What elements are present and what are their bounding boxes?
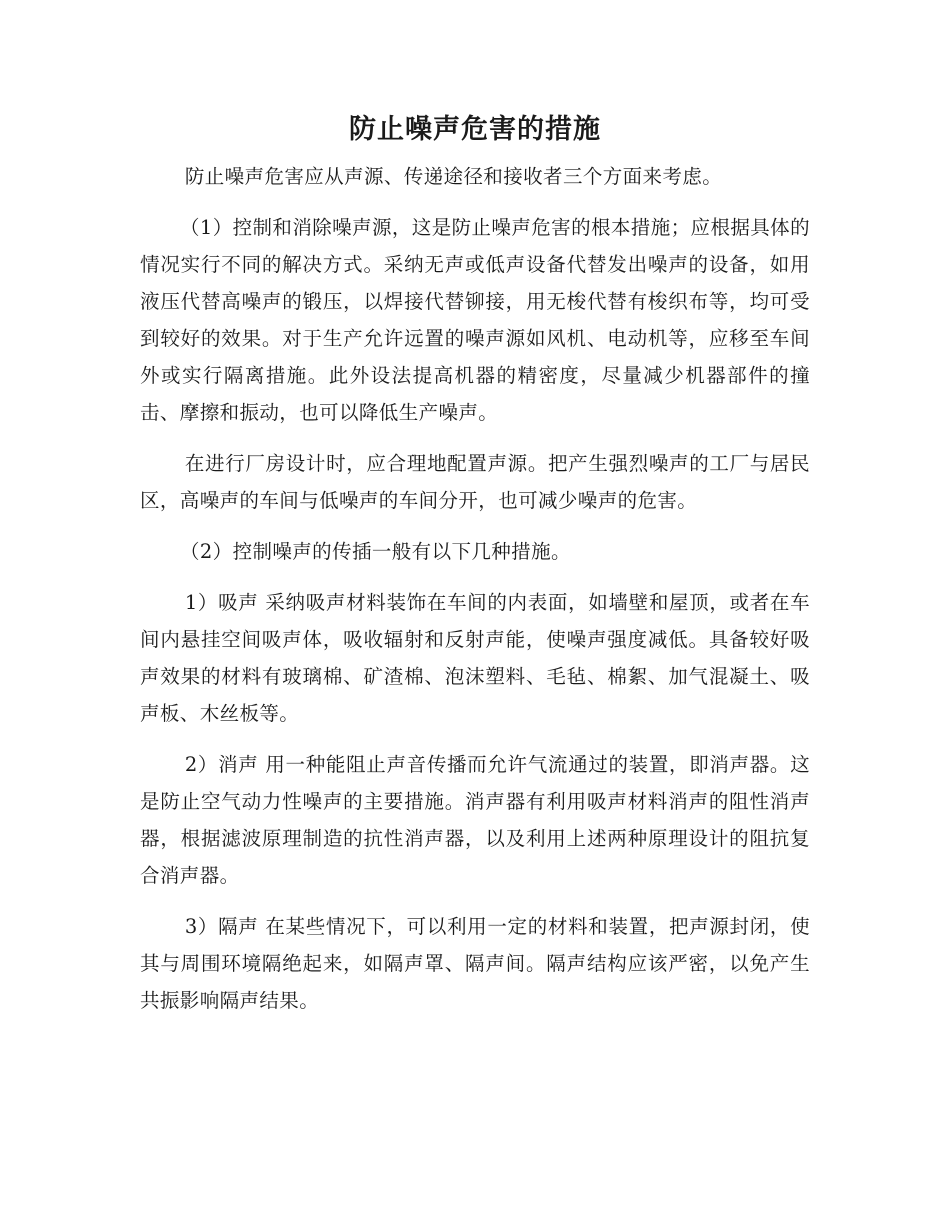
paragraph-plant-design: 在进行厂房设计时，应合理地配置声源。把产生强烈噪声的工厂与居民区，高噪声的车间与低噪声的车间分开，也可减少噪声的危害。 xyxy=(140,452,810,512)
paragraph-sound-absorption: 1）吸声 采纳吸声材料装饰在车间的内表面，如墙壁和屋顶，或者在车间内悬挂空间吸声体，吸收辐射和反射声能，使噪声强度减低。具备较好吸声效果的材料有玻璃棉、矿渣棉、泡沫塑料、毛毡、棉絮、加气混凝土、吸声板、木丝板等。 xyxy=(140,591,810,725)
document-title: 防止噪声危害的措施 xyxy=(349,114,601,145)
paragraph-sound-insulation: 3）隔声 在某些情况下，可以利用一定的材料和装置，把声源封闭，使其与周围环境隔绝起来，如隔声罩、隔声间。隔声结构应该严密，以免产生共振影响隔声结果。 xyxy=(140,915,810,1012)
paragraph-noise-source-control: （1）控制和消除噪声源，这是防止噪声危害的根本措施；应根据具体的情况实行不同的解决方式。采纳无声或低声设备代替发出噪声的设备，如用液压代替高噪声的锻压，以焊接代替铆接，用无梭代替有梭织布等，均可受到较好的效果。对于生产允许远置的噪声源如风机、电动机等，应移至车间外或实行隔离措施。此外设法提高机器的精密度，尽量减少机器部件的撞击、摩擦和振动，也可以降低生产噪声。 xyxy=(140,216,810,424)
document-page xyxy=(140,108,810,1019)
paragraph-transmission-control: （2）控制噪声的传插一般有以下几种措施。 xyxy=(179,540,571,563)
intro-paragraph: 防止噪声危害应从声源、传递途径和接收者三个方面来考虑。 xyxy=(184,165,723,188)
paragraph-noise-silencing: 2）消声 用一种能阻止声音传播而允许气流通过的装置，即消声器。这是防止空气动力性噪声的主要措施。消声器有利用吸声材料消声的阻性消声器，根据滤波原理制造的抗性消声器，以及利用上述两种原理设计的阻抗复合消声器。 xyxy=(140,753,810,887)
